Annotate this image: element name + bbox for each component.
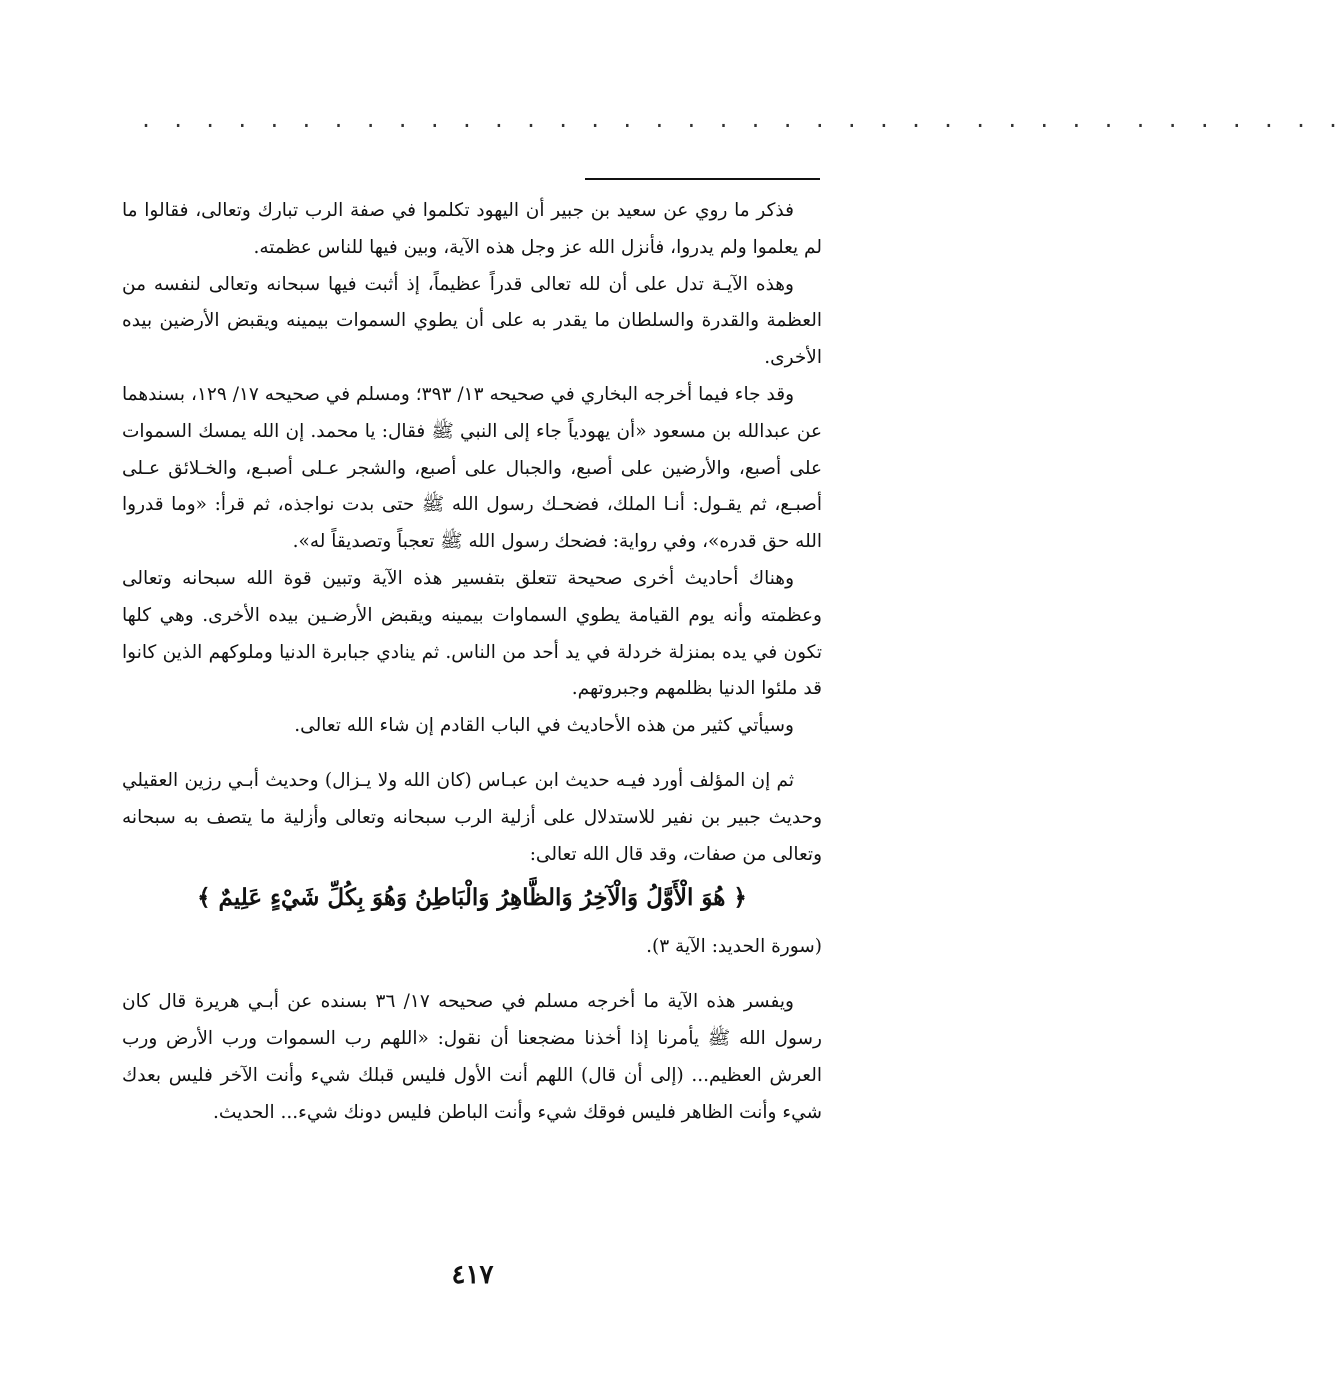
paragraph-6: ثم إن المؤلف أورد فيـه حديث ابن عبـاس (كان الله ولا يـزال) وحديث أبـي رزين العقيلي وحديث جبير بن نفير للاستدلال على أزلية الرب سبحانه وتعالى وأزلية ما يتصف به سبحانه وتعالى من صفات، وقد قال الله تعالى: (122, 769, 822, 865)
paragraph-3: وقد جاء فيما أخرجه البخاري في صحيحه ١٣/ ٣٩٣؛ ومسلم في صحيحه ١٧/ ١٢٩، بسندهما عن عبدالله بن مسعود «أن يهودياً جاء إلى النبي ﷺ فقال: يا محمد. إن الله يمسك السموات على أصبع، والأرضين على أصبع، والجبال على أصبع، والشجر عـلى أصبـع، والخـلائق عـلى أصبـع، ثم يقـول: أنـا الملك، فضحـك رسول الله ﷺ حتى بدت نواجذه، ثم قرأ: «وما قدروا الله حق قدره»، وفي رواية: فضحك رسول الله ﷺ تعجباً وتصديقاً له». (122, 383, 822, 553)
verse-reference: (سورة الحديد: الآية ٣). (646, 936, 822, 958)
paragraph-5: وسيأتي كثير من هذه الأحاديث في الباب القادم إن شاء الله تعالى. (294, 715, 794, 737)
paragraph-2: وهذه الآيـة تدل على أن لله تعالى قدراً عظيماً، إذ أثبت فيها سبحانه وتعالى لنفسه من العظمة والقدرة والسلطان ما يقدر به على أن يطوي السموات بيمينه ويقبض الأرضين بيده الأخرى. (122, 273, 822, 369)
paragraph-1: فذكر ما روي عن سعيد بن جبير أن اليهود تكلموا في صفة الرب تبارك وتعالى، فقالوا ما لم يعلموا ولم يدروا، فأنزل الله عز وجل هذه الآية، وبين فيها للناس عظمته. (122, 200, 822, 258)
page-number: ٤١٧ (451, 1260, 494, 1290)
paragraph-7: ويفسر هذه الآية ما أخرجه مسلم في صحيحه ١٧/ ٣٦ بسنده عن أبـي هريرة قال كان رسول الله ﷺ يأمرنا إذا أخذنا مضجعنا أن نقول: «اللهم رب السموات ورب الأرض ورب العرش العظيم... (إلى أن قال) اللهم أنت الأول فليس قبلك شيء وأنت الآخر فليس بعدك شيء وأنت الظاهر فليس فوقك شيء وأنت الباطن فليس دونك شيء... الحديث. (122, 991, 822, 1123)
quran-verse: ﴿ هُوَ الْأَوَّلُ وَالْآخِرُ وَالظَّاهِرُ وَالْبَاطِنُ وَهُوَ بِكُلِّ شَيْءٍ عَلِيمٌ ﴾ (197, 884, 747, 912)
paragraph-4: وهناك أحاديث أخرى صحيحة تتعلق بتفسير هذه الآية وتبين قوة الله سبحانه وتعالى وعظمته وأنه يوم القيامة يطوي السماوات بيمينه ويقبض الأرضـين بيده الأخرى. وهي كلها تكون في يده بمنزلة خردلة في يد أحد من الناس. ثم ينادي جبابرة الدنيا وملوكهم الذين كانوا قد ملئوا الدنيا بظلمهم وجبروتهم. (122, 567, 822, 700)
page-body (122, 193, 822, 1131)
dotted-separator: . . . . . . . . . . . . . . . . . . . . . . . . . . . . . . . . . . . . . . (140, 108, 1343, 132)
footnote-rule (585, 178, 820, 180)
